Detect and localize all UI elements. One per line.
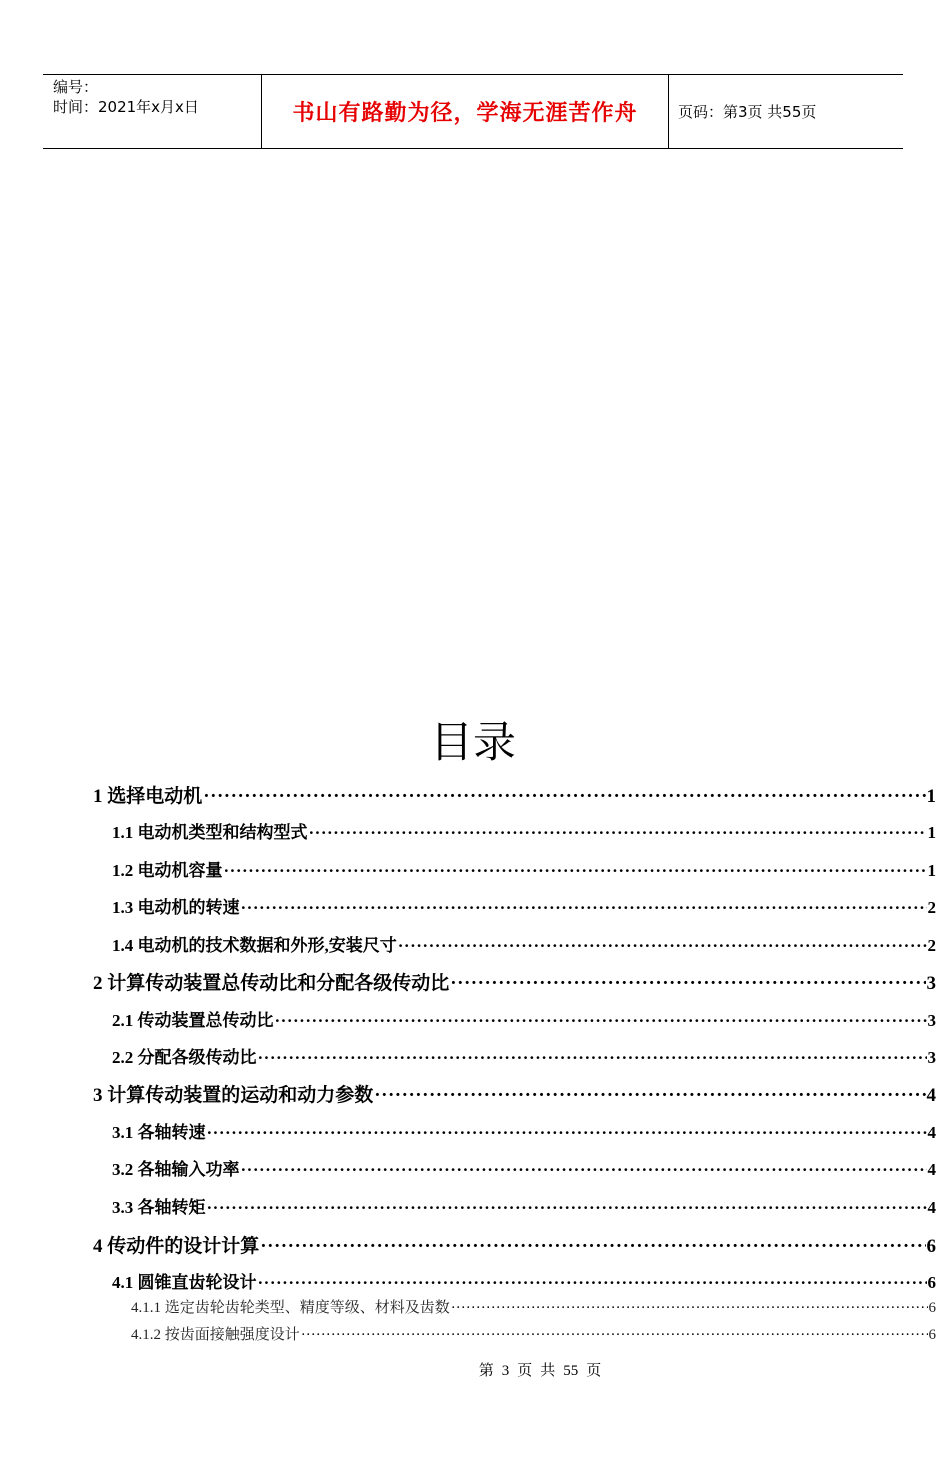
toc-entry-page: 6 — [928, 1300, 936, 1316]
toc-entry-label: 1 选择电动机 — [93, 786, 203, 807]
toc-dot-leader — [301, 1327, 928, 1344]
toc-entry-page: 6 — [927, 1273, 936, 1292]
footer-prefix: 第 — [478, 1363, 494, 1379]
toc-entry[interactable] — [112, 1043, 936, 1068]
toc-dot-leader — [207, 1123, 927, 1143]
toc-entry-label: 2 计算传动装置总传动比和分配各级传动比 — [93, 973, 450, 994]
header-divider-right — [668, 74, 669, 148]
toc-entry-page: 4 — [927, 1198, 936, 1217]
toc-dot-leader — [258, 1273, 927, 1293]
toc-entry-page: 1 — [927, 823, 936, 842]
toc-dot-leader — [224, 861, 927, 881]
toc-entry-label: 2.1 传动装置总传动比 — [112, 1011, 274, 1030]
toc-entry[interactable] — [93, 968, 936, 995]
footer-page-word: 页 — [517, 1363, 533, 1379]
toc-entry[interactable] — [93, 781, 936, 808]
toc-entry-label: 1.1 电动机类型和结构型式 — [112, 823, 308, 842]
header-page-info: 页码：第3页 共55页 — [678, 103, 817, 121]
toc-entry-page: 4 — [927, 1160, 936, 1179]
toc-entry[interactable] — [131, 1296, 936, 1317]
toc-dot-leader — [203, 786, 925, 808]
toc-entry-page: 4 — [927, 1123, 936, 1142]
toc-dot-leader — [374, 1085, 925, 1107]
toc-entry[interactable] — [112, 1006, 936, 1031]
toc-entry-label: 4.1.1 选定齿轮齿轮类型、精度等级、材料及齿数 — [131, 1300, 450, 1316]
footer-total-word: 共 — [540, 1363, 556, 1379]
toc-entry-page: 6 — [926, 1236, 936, 1257]
toc-entry-label: 3 计算传动装置的运动和动力参数 — [93, 1085, 374, 1106]
toc-entry[interactable] — [93, 1080, 936, 1107]
toc-dot-leader — [241, 898, 927, 918]
toc-entry-label: 3.1 各轴转速 — [112, 1123, 206, 1142]
toc-entry-page: 3 — [926, 973, 936, 994]
toc-entry-page: 2 — [927, 936, 936, 955]
toc-dot-leader — [450, 973, 925, 995]
toc-dot-leader — [258, 1048, 927, 1068]
toc-entry-label: 4 传动件的设计计算 — [93, 1236, 260, 1257]
toc-title: 目录 — [430, 718, 516, 768]
toc-entry-label: 4.1.2 按齿面接触强度设计 — [131, 1327, 300, 1343]
toc-dot-leader — [241, 1160, 927, 1180]
header-top-rule — [43, 74, 903, 75]
page-footer — [0, 1359, 950, 1380]
footer-current-page: 3 — [501, 1363, 510, 1379]
toc-entry-page: 3 — [927, 1048, 936, 1067]
toc-entry-label: 1.3 电动机的转速 — [112, 898, 240, 917]
toc-dot-leader — [451, 1300, 928, 1317]
toc-entry-page: 4 — [926, 1085, 936, 1106]
toc-entry[interactable] — [112, 1118, 936, 1143]
toc-dot-leader — [398, 936, 927, 956]
header-meta — [53, 77, 199, 117]
toc-entry-page: 2 — [927, 898, 936, 917]
toc-entry[interactable] — [112, 856, 936, 881]
header-code-label: 编号： — [53, 78, 99, 96]
toc-entry-label: 3.2 各轴输入功率 — [112, 1160, 240, 1179]
toc-entry[interactable] — [112, 893, 936, 918]
footer-suffix: 页 — [586, 1363, 602, 1379]
toc-entry[interactable] — [112, 931, 936, 956]
toc-entry-label: 3.3 各轴转矩 — [112, 1198, 206, 1217]
header-bottom-rule — [43, 148, 903, 149]
toc-entry-label: 1.2 电动机容量 — [112, 861, 223, 880]
toc-entry-page: 1 — [926, 786, 936, 807]
toc-entry-page: 3 — [927, 1011, 936, 1030]
footer-total-pages: 55 — [563, 1363, 579, 1379]
toc-entry-label: 2.2 分配各级传动比 — [112, 1048, 257, 1067]
toc-entry-label: 4.1 圆锥直齿轮设计 — [112, 1273, 257, 1292]
toc-entry-page: 6 — [928, 1327, 936, 1343]
toc-dot-leader — [309, 823, 927, 843]
toc-entry[interactable] — [112, 1193, 936, 1218]
toc-entry[interactable] — [112, 1268, 936, 1293]
toc-entry-label: 1.4 电动机的技术数据和外形,安装尺寸 — [112, 936, 397, 955]
toc-entry[interactable] — [93, 1231, 936, 1258]
header-motto: 书山有路勤为径，学海无涯苦作舟 — [292, 100, 638, 126]
toc-entry[interactable] — [131, 1323, 936, 1344]
toc-dot-leader — [275, 1011, 927, 1031]
header-time-label: 时间：2021年x月x日 — [53, 98, 199, 116]
toc-entry-page: 1 — [927, 861, 936, 880]
toc-entry[interactable] — [112, 818, 936, 843]
toc-entry[interactable] — [112, 1155, 936, 1180]
toc-dot-leader — [207, 1198, 927, 1218]
toc-dot-leader — [260, 1236, 925, 1258]
